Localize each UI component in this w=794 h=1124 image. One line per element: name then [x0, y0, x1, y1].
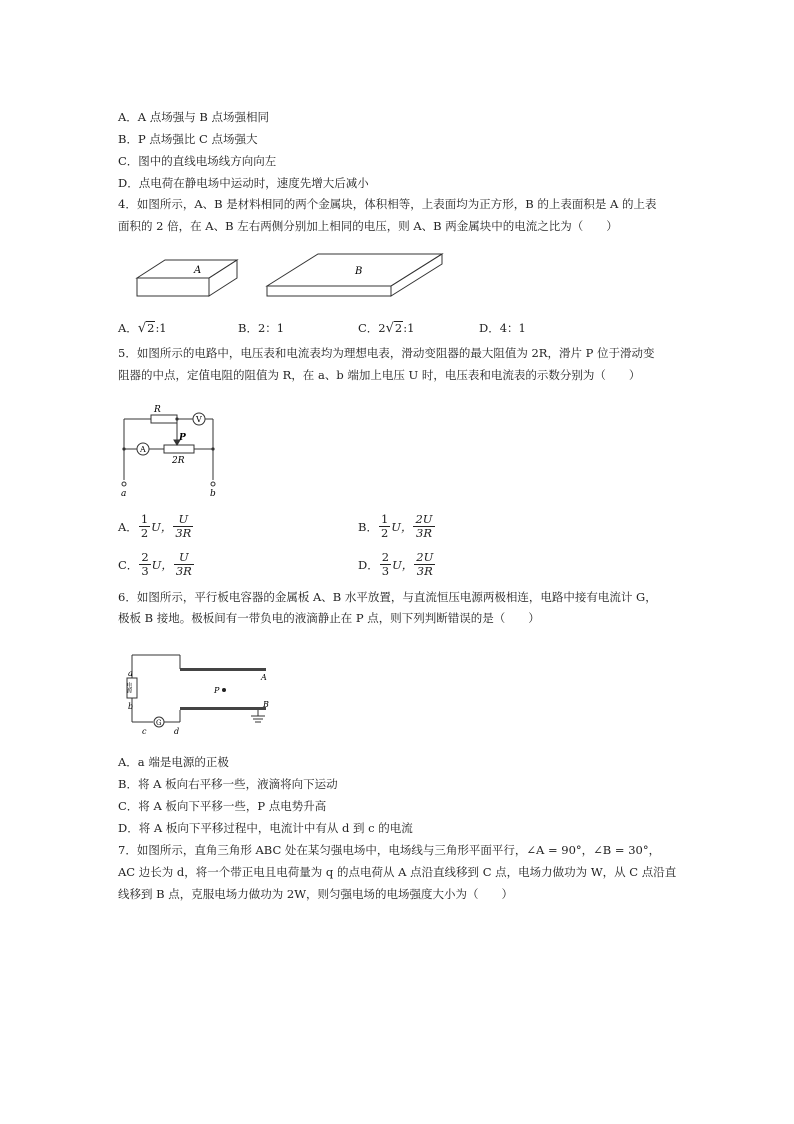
q6-option-c: C．将 A 板向下平移一些，P 点电势升高 — [118, 799, 327, 813]
q6-option-a: A．a 端是电源的正极 — [118, 755, 229, 769]
label-plate-b: B — [263, 700, 269, 709]
q6-option-b: B．将 A 板向右平移一些，液滴将向下运动 — [118, 777, 338, 791]
plate-b — [180, 707, 266, 710]
q4-text-line1: 4．如图所示，A、B 是材料相同的两个金属块，体积相等，上表面均为正方形，B 的上表面积是 A 的上表 — [118, 197, 657, 211]
label-source: 电源 — [125, 682, 132, 693]
q4-text-line2: 面积的 2 倍，在 A、B 左右两侧分别加上相同的电压，则 A、B 两金属块中的电流之比为（ ） — [118, 219, 618, 233]
q4-option-c-prefix: C．2 — [358, 321, 386, 335]
label-p: P — [214, 686, 220, 695]
label-g: G — [156, 719, 162, 727]
q3-option-a: A．A 点场强与 B 点场强相同 — [118, 110, 270, 124]
q4-figure-metal-blocks — [130, 250, 450, 302]
q3-option-c: C．图中的直线电场线方向向左 — [118, 154, 277, 168]
q5-option-c-u: U， — [151, 557, 173, 572]
label-plate-a: A — [261, 673, 267, 682]
q5-option-b — [358, 513, 436, 540]
q5-option-d — [358, 551, 436, 578]
q7-text-line2: AC 边长为 d，将一个带正电且电荷量为 q 的点电荷从 A 点沿直线移到 C 点，电场力做功为 W，从 C 点沿直 — [118, 865, 677, 879]
block-a — [137, 260, 237, 296]
q5-option-b-frac2: $\frac{2U}{3R}$ — [415, 512, 433, 540]
q5-option-d-u: U， — [392, 557, 414, 572]
q5-option-b-frac1: $\frac{1}{2}$ — [380, 512, 389, 540]
q5-option-d-frac1: $\frac{2}{3}$ — [381, 550, 390, 578]
label-r: R — [154, 405, 161, 415]
q5-text-line2: 阻器的中点，定值电阻的阻值为 R，在 a、b 端加上电压 U 时，电压表和电流表的示数分别为（ ） — [118, 368, 641, 382]
q5-option-a-u: U， — [151, 519, 173, 534]
label-v: V — [196, 415, 202, 424]
q4-option-d: D．4：1 — [479, 321, 526, 335]
label-d: d — [174, 727, 180, 736]
label-a-meter: A — [140, 445, 146, 454]
q6-figure-capacitor — [120, 650, 280, 742]
q5-option-b-u: U， — [391, 519, 413, 534]
q5-option-a-label: A． — [118, 519, 138, 534]
label-2r: 2R — [172, 456, 185, 466]
q4-option-a-prefix: A． — [118, 321, 138, 335]
terminal-b — [211, 482, 215, 486]
q4-option-a-root: 2 — [147, 321, 155, 335]
resistor-r — [151, 415, 177, 423]
q4-option-c-root: 2 — [394, 321, 403, 335]
q4-option-a: A．√2:1 — [118, 321, 167, 336]
q3-option-d: D．点电荷在静电场中运动时，速度先增大后减小 — [118, 176, 369, 190]
label-b-terminal: b — [128, 702, 134, 711]
q5-option-a-frac1: $\frac{1}{2}$ — [140, 512, 149, 540]
rheostat-2r — [164, 445, 194, 453]
q6-option-d: D．将 A 板向下平移过程中，电流计中有从 d 到 c 的电流 — [118, 821, 413, 835]
droplet-p — [222, 688, 226, 692]
block-b-label: B — [355, 266, 363, 277]
label-terminal-b: b — [210, 489, 216, 499]
q5-option-b-label: B． — [358, 519, 378, 534]
block-a-label: A — [194, 265, 202, 276]
q5-option-d-frac2: $\frac{2U}{3R}$ — [416, 550, 434, 578]
q4-option-c: C．2√2:1 — [358, 321, 415, 336]
plate-a — [180, 668, 266, 671]
label-a-terminal: a — [128, 669, 133, 678]
q5-option-d-label: D． — [358, 557, 379, 572]
q5-option-a-frac2: $\frac{U}{3R}$ — [175, 512, 192, 540]
q5-option-c-frac1: $\frac{2}{3}$ — [141, 550, 149, 578]
q7-text-line1: 7．如图所示，直角三角形 ABC 处在某匀强电场中，电场线与三角形平面平行，∠A = 90°，∠B = 30°， — [118, 843, 661, 857]
q5-option-a — [118, 513, 194, 540]
label-c: c — [142, 727, 147, 736]
q5-figure-circuit — [115, 400, 225, 500]
label-terminal-a: a — [121, 489, 127, 499]
q5-text-line1: 5．如图所示的电路中，电压表和电流表均为理想电表，滑动变阻器的最大阻值为 2R，滑片 P 位于滑动变 — [118, 346, 655, 360]
q6-text-line2: 极板 B 接地。极板间有一带负电的液滴静止在 P 点，则下列判断错误的是（ ） — [118, 611, 540, 625]
q6-text-line1: 6．如图所示，平行板电容器的金属板 A、B 水平放置，与直流恒压电源两极相连，电路中接有电流计 G， — [118, 590, 657, 604]
q4-option-b: B．2：1 — [238, 321, 285, 335]
q5-option-c-label: C． — [118, 557, 139, 572]
q5-option-c-frac2: $\frac{U}{3R}$ — [175, 550, 192, 578]
terminal-a — [122, 482, 126, 486]
label-p: P — [179, 433, 186, 443]
q4-option-a-suffix: :1 — [155, 321, 167, 335]
q3-option-b: B．P 点场强比 C 点场强大 — [118, 132, 258, 146]
q7-text-line3: 线移到 B 点，克服电场力做功为 2W，则匀强电场的电场强度大小为（ ） — [118, 887, 514, 901]
q4-option-c-suffix: :1 — [403, 321, 415, 335]
q5-option-c — [118, 551, 195, 578]
